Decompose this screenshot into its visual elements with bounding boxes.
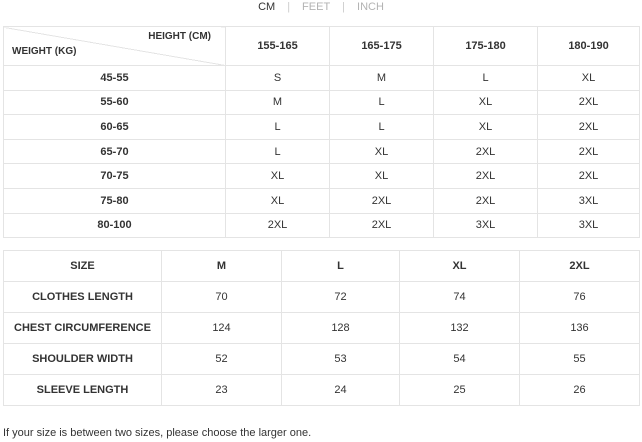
measurement-cell: 54 bbox=[400, 344, 520, 375]
size-cell: 2XL bbox=[538, 90, 640, 115]
measurement-label: SHOULDER WIDTH bbox=[4, 344, 162, 375]
size-cell: 2XL bbox=[226, 213, 330, 238]
size-cell: 2XL bbox=[538, 115, 640, 140]
height-header: 175-180 bbox=[434, 27, 538, 66]
size-cell: 2XL bbox=[434, 164, 538, 189]
size-cell: M bbox=[330, 66, 434, 91]
table-row bbox=[4, 66, 640, 91]
size-cell: XL bbox=[330, 139, 434, 164]
size-cell: 2XL bbox=[434, 188, 538, 213]
size-cell: 2XL bbox=[434, 139, 538, 164]
size-cell: L bbox=[330, 115, 434, 140]
height-header: 180-190 bbox=[538, 27, 640, 66]
measurement-cell: 23 bbox=[162, 375, 282, 406]
size-cell: 2XL bbox=[330, 188, 434, 213]
size-cell: 2XL bbox=[330, 213, 434, 238]
measurement-cell: 52 bbox=[162, 344, 282, 375]
tab-feet[interactable]: FEET bbox=[302, 1, 331, 13]
size-cell: 3XL bbox=[434, 213, 538, 238]
table-header-row bbox=[4, 251, 640, 282]
measurement-cell: 53 bbox=[282, 344, 400, 375]
table-row bbox=[4, 164, 640, 189]
size-by-height-weight-table bbox=[3, 26, 640, 238]
size-header: L bbox=[282, 251, 400, 282]
height-axis-label: HEIGHT (CM) bbox=[148, 31, 211, 42]
size-cell: 3XL bbox=[538, 188, 640, 213]
size-cell: M bbox=[226, 90, 330, 115]
measurement-cell: 72 bbox=[282, 282, 400, 313]
weight-axis-label: WEIGHT (KG) bbox=[12, 46, 77, 57]
measurement-cell: 76 bbox=[520, 282, 640, 313]
weight-label: 75-80 bbox=[4, 188, 226, 213]
size-header: 2XL bbox=[520, 251, 640, 282]
table-row bbox=[4, 282, 640, 313]
size-header-label: SIZE bbox=[4, 251, 162, 282]
unit-tabs bbox=[0, 0, 642, 16]
measurement-cell: 25 bbox=[400, 375, 520, 406]
tab-separator: | bbox=[287, 1, 291, 13]
weight-label: 65-70 bbox=[4, 139, 226, 164]
measurement-label: CHEST CIRCUMFERENCE bbox=[4, 313, 162, 344]
weight-label: 70-75 bbox=[4, 164, 226, 189]
size-cell: 2XL bbox=[538, 164, 640, 189]
size-advice-note: If your size is between two sizes, please choose the larger one. bbox=[3, 427, 312, 439]
tab-separator: | bbox=[342, 1, 346, 13]
weight-label: 55-60 bbox=[4, 90, 226, 115]
size-header: M bbox=[162, 251, 282, 282]
table-corner-cell bbox=[4, 27, 226, 66]
size-cell: L bbox=[226, 139, 330, 164]
size-cell: XL bbox=[434, 115, 538, 140]
measurement-label: SLEEVE LENGTH bbox=[4, 375, 162, 406]
table-row bbox=[4, 313, 640, 344]
table-row bbox=[4, 344, 640, 375]
size-header: XL bbox=[400, 251, 520, 282]
measurement-cell: 74 bbox=[400, 282, 520, 313]
measurement-cell: 70 bbox=[162, 282, 282, 313]
size-cell: L bbox=[226, 115, 330, 140]
table-row bbox=[4, 90, 640, 115]
measurement-cell: 26 bbox=[520, 375, 640, 406]
measurement-cell: 136 bbox=[520, 313, 640, 344]
size-cell: S bbox=[226, 66, 330, 91]
measurement-label: CLOTHES LENGTH bbox=[4, 282, 162, 313]
tab-inch[interactable]: INCH bbox=[357, 1, 384, 13]
measurement-cell: 128 bbox=[282, 313, 400, 344]
size-cell: XL bbox=[226, 188, 330, 213]
size-cell: XL bbox=[226, 164, 330, 189]
measurements-table bbox=[3, 250, 640, 406]
height-header: 155-165 bbox=[226, 27, 330, 66]
table-row bbox=[4, 188, 640, 213]
size-cell: XL bbox=[538, 66, 640, 91]
size-cell: XL bbox=[434, 90, 538, 115]
table-row bbox=[4, 375, 640, 406]
measurement-cell: 55 bbox=[520, 344, 640, 375]
weight-label: 80-100 bbox=[4, 213, 226, 238]
measurement-cell: 24 bbox=[282, 375, 400, 406]
size-cell: 2XL bbox=[538, 139, 640, 164]
size-cell: 3XL bbox=[538, 213, 640, 238]
table-row bbox=[4, 213, 640, 238]
measurement-cell: 124 bbox=[162, 313, 282, 344]
table-row bbox=[4, 115, 640, 140]
size-cell: L bbox=[330, 90, 434, 115]
weight-label: 45-55 bbox=[4, 66, 226, 91]
weight-label: 60-65 bbox=[4, 115, 226, 140]
tab-cm[interactable]: CM bbox=[258, 1, 276, 13]
table-header-row bbox=[4, 27, 640, 66]
height-header: 165-175 bbox=[330, 27, 434, 66]
table-row bbox=[4, 139, 640, 164]
measurement-cell: 132 bbox=[400, 313, 520, 344]
size-cell: XL bbox=[330, 164, 434, 189]
size-cell: L bbox=[434, 66, 538, 91]
